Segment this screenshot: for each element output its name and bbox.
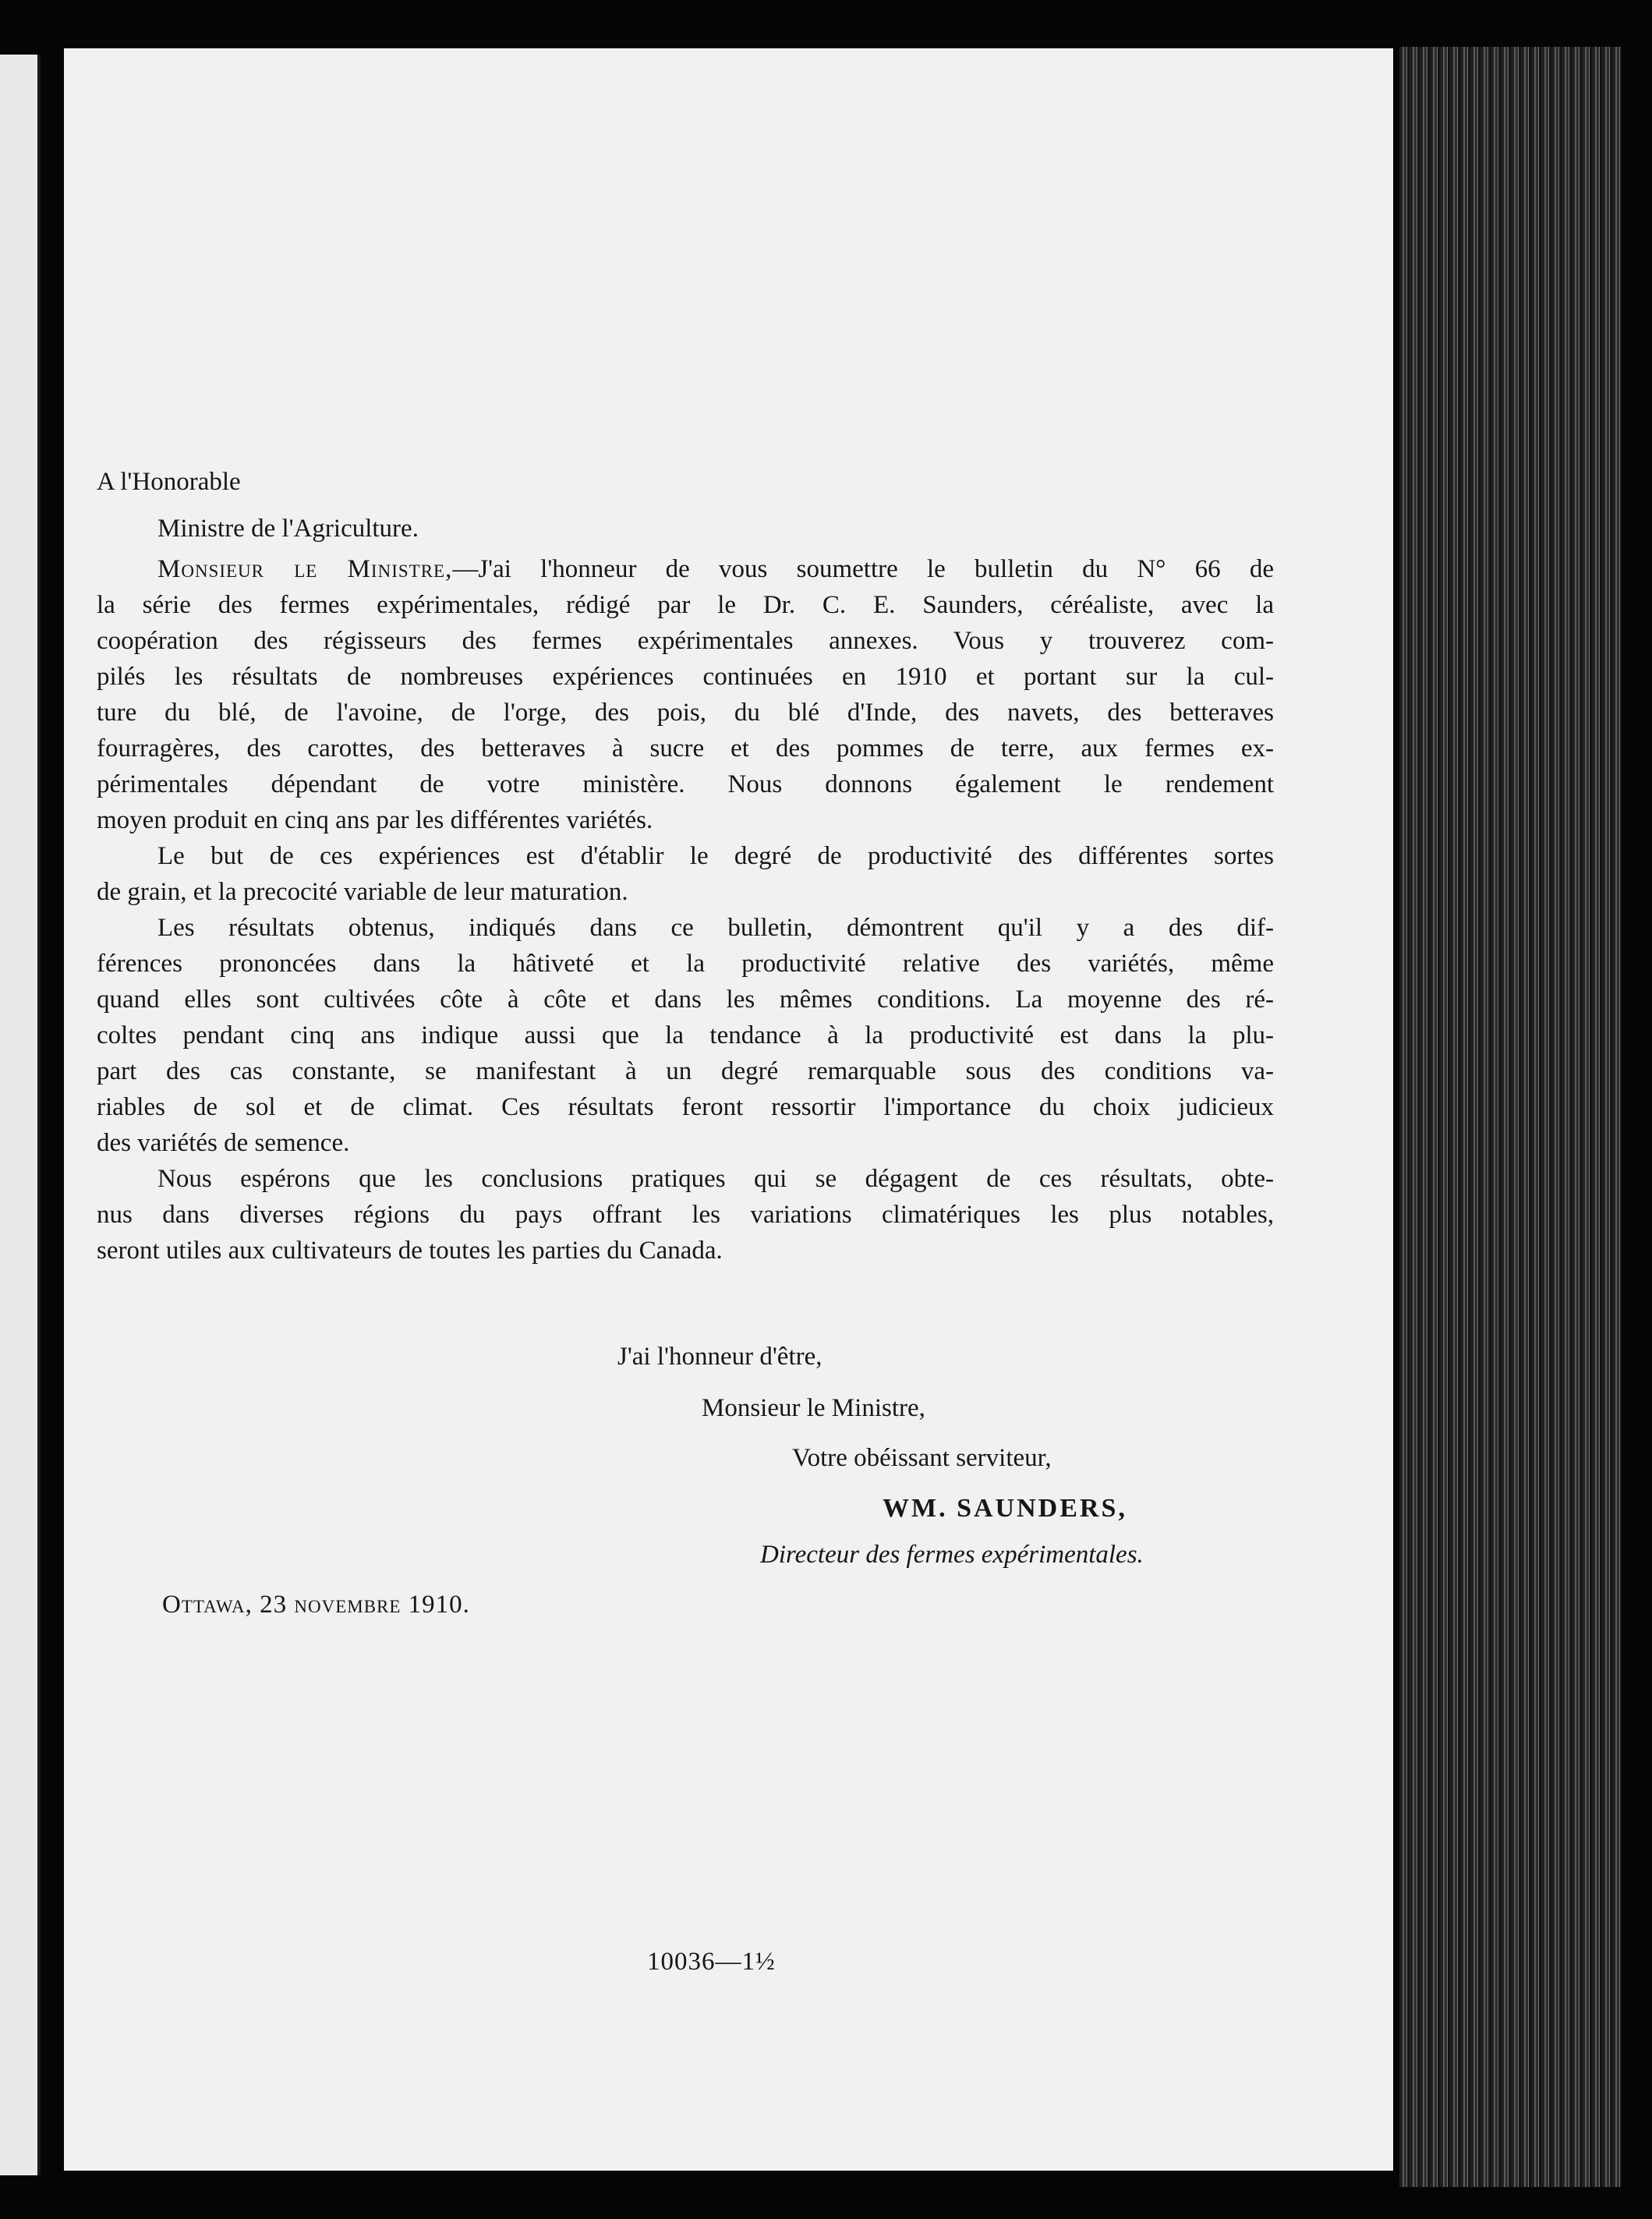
- paragraph-1-line: la série des fermes expérimentales, rédigé par le Dr. C. E. Saunders, céréaliste, avec la: [97, 591, 1274, 619]
- paragraph-1-line: moyen produit en cinq ans par les différentes variétés.: [97, 806, 653, 834]
- paragraph-3-line: quand elles sont cultivées côte à côte et dans les mêmes conditions. La moyenne des ré-: [97, 986, 1274, 1014]
- closing-address: Monsieur le Ministre,: [702, 1394, 925, 1422]
- paragraph-1-line: ture du blé, de l'avoine, de l'orge, des pois, du blé d'Inde, des navets, des betteraves: [97, 699, 1274, 727]
- paragraph-3-line: férences prononcées dans la hâtiveté et la productivité relative des variétés, même: [97, 950, 1274, 978]
- opening-address: Monsieur le Ministre,: [157, 555, 453, 583]
- facing-page-edge: [0, 55, 41, 2175]
- paragraph-2-line: Le but de ces expériences est d'établir le degré de productivité des différentes sortes: [157, 842, 1274, 870]
- closing-honneur: J'ai l'honneur d'être,: [617, 1343, 822, 1371]
- paragraph-1-line: fourragères, des carottes, des betteraves à sucre et des pommes de terre, aux fermes ex-: [97, 734, 1274, 763]
- paragraph-3-line: des variétés de semence.: [97, 1129, 350, 1157]
- paragraph-1-line: périmentales dépendant de votre ministère. Nous donnons également le rendement: [97, 770, 1274, 798]
- paragraph-1-line: coopération des régisseurs des fermes expérimentales annexes. Vous y trouverez com-: [97, 627, 1274, 655]
- place-date: Ottawa, 23 novembre 1910.: [162, 1591, 470, 1619]
- signature: WM. SAUNDERS,: [883, 1494, 1127, 1523]
- paragraph-4-line: seront utiles aux cultivateurs de toutes les parties du Canada.: [97, 1237, 723, 1265]
- paragraph-1-line: Monsieur le Ministre,—J'ai l'honneur de vous soumettre le bulletin du N° 66 de: [157, 555, 1274, 583]
- paragraph-2-line: de grain, et la precocité variable de leur maturation.: [97, 878, 628, 906]
- letter-body: [97, 464, 1274, 1269]
- salutation-line-2: Ministre de l'Agriculture.: [157, 515, 419, 543]
- closing-servant: Votre obéissant serviteur,: [792, 1444, 1052, 1472]
- signatory-title: Directeur des fermes expérimentales.: [760, 1541, 1144, 1569]
- paragraph-4-line: nus dans diverses régions du pays offrant les variations climatériques les plus notables,: [97, 1201, 1274, 1229]
- book-page-edges: [1399, 47, 1622, 2187]
- paragraph-4-line: Nous espérons que les conclusions pratiques qui se dégagent de ces résultats, obte-: [157, 1165, 1274, 1193]
- paragraph-3-line: riables de sol et de climat. Ces résultats feront ressortir l'importance du choix judicieux: [97, 1093, 1274, 1121]
- paragraph-1-line: pilés les résultats de nombreuses expériences continuées en 1910 et portant sur la cul-: [97, 663, 1274, 691]
- paragraph-3-line: coltes pendant cinq ans indique aussi que la tendance à la productivité est dans la plu-: [97, 1021, 1274, 1049]
- paragraph-3-line: Les résultats obtenus, indiqués dans ce bulletin, démontrent qu'il y a des dif-: [157, 914, 1274, 942]
- folio-number: 10036—1½: [647, 1948, 776, 1976]
- paragraph-3-line: part des cas constante, se manifestant à un degré remarquable sous des conditions va-: [97, 1057, 1274, 1085]
- salutation-line-1: A l'Honorable: [97, 468, 241, 496]
